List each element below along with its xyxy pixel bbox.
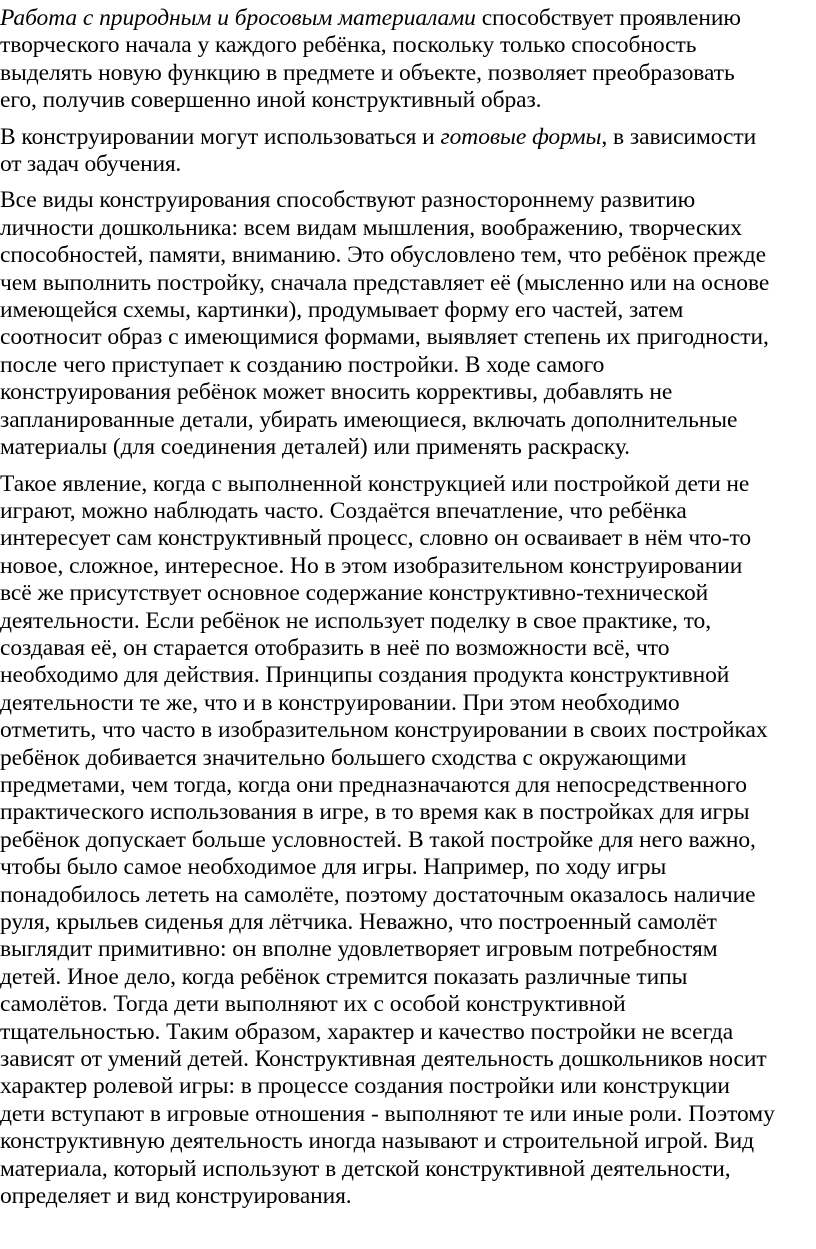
text-run: после чего приступает к созданию постройки. В ходе самого: [0, 351, 605, 378]
text-line: [0, 242, 816, 269]
text-run: чем выполнить постройку, сначала представляет её (мысленно или на основе: [0, 269, 770, 296]
text-line: [0, 580, 816, 607]
text-run: детей. Иное дело, когда ребёнок стремится показать различные типы: [0, 963, 688, 990]
text-line: [0, 799, 816, 826]
text-line: [0, 717, 816, 744]
paragraph: [0, 471, 816, 1211]
text-line: [0, 854, 816, 881]
text-run: тщательностью. Таким образом, характер и качество постройки не всегда: [0, 1018, 734, 1045]
text-line: [0, 87, 816, 114]
text-run: способствует проявлению: [475, 5, 741, 31]
text-line: [0, 352, 816, 379]
text-line: [0, 151, 816, 178]
text-line: [0, 635, 816, 662]
text-run: выглядит примитивно: он вполне удовлетворяет игровым потребностям: [0, 936, 718, 963]
text-line: [0, 553, 816, 580]
text-run: играют, можно наблюдать часто. Создаётся впечатление, что ребёнка: [0, 497, 687, 524]
text-line: [0, 745, 816, 772]
text-line: [0, 1128, 816, 1155]
text-line: [0, 5, 816, 32]
italic-text-run: Работа с природным и бросовым материалами: [0, 5, 476, 31]
text-run: творческого начала у каждого ребёнка, поскольку только способность: [0, 32, 697, 59]
text-run: предметами, чем тогда, когда они предназначаются для непосредственного: [0, 771, 747, 798]
text-line: [0, 525, 816, 552]
text-line: [0, 270, 816, 297]
text-run: материала, который используют в детской конструктивной деятельности,: [0, 1155, 731, 1182]
text-run: способностей, памяти, вниманию. Это обусловлено тем, что ребёнок прежде: [0, 242, 766, 269]
paragraph: [0, 187, 816, 461]
text-run: всё же присутствует основное содержание конструктивно-технической: [0, 580, 709, 607]
text-line: [0, 407, 816, 434]
text-line: [0, 964, 816, 991]
text-run: выделять новую функцию в предмете и объекте, позволяет преобразовать: [0, 59, 735, 86]
text-line: [0, 909, 816, 936]
text-run: от задач обучения.: [0, 151, 182, 178]
text-line: [0, 324, 816, 351]
text-run: деятельности. Если ребёнок не использует поделку в свое практике, то,: [0, 607, 712, 634]
text-line: [0, 124, 816, 151]
text-run: создавая её, он старается отобразить в неё по возможности всё, что: [0, 634, 670, 661]
text-run: интересует сам конструктивный процесс, словно он осваивает в нём что-то: [0, 525, 752, 552]
text-run: конструктивную деятельность иногда называют и строительной игрой. Вид: [0, 1128, 755, 1155]
text-line: [0, 690, 816, 717]
text-run: запланированные детали, убирать имеющиеся, включать дополнительные: [0, 406, 738, 433]
text-line: [0, 297, 816, 324]
text-line: [0, 471, 816, 498]
text-line: [0, 187, 816, 214]
text-line: [0, 1019, 816, 1046]
text-run: руля, крыльев сиденья для лётчика. Неважно, что построенный самолёт: [0, 909, 717, 935]
text-line: [0, 772, 816, 799]
text-line: [0, 1156, 816, 1183]
text-run: зависят от умений детей. Конструктивная деятельность дошкольников носит: [0, 1046, 767, 1073]
text-line: [0, 1183, 816, 1210]
text-run: имеющейся схемы, картинки), продумывает форму его частей, затем: [0, 297, 684, 324]
text-run: ребёнок добивается значительно большего сходства с окружающими: [0, 744, 687, 771]
text-run: ребёнок допускает больше условностей. В такой постройке для него важно,: [0, 826, 756, 853]
text-run: Такое явление, когда с выполненной конструкцией или постройкой дети не: [0, 470, 750, 497]
text-line: [0, 882, 816, 909]
text-run: личности дошкольника: всем видам мышления, воображению, творческих: [0, 214, 742, 241]
text-line: [0, 1101, 816, 1128]
text-line: [0, 434, 816, 461]
text-line: [0, 60, 816, 87]
text-run: его, получив совершенно иной конструктивный образ.: [0, 87, 542, 114]
text-line: [0, 662, 816, 689]
text-line: [0, 1046, 816, 1073]
text-run: чтобы было самое необходимое для игры. Например, по ходу игры: [0, 854, 667, 881]
italic-text-run: готовые формы: [440, 123, 602, 150]
text-run: , в зависимости: [601, 123, 757, 150]
text-run: отметить, что часто в изобразительном конструировании в своих постройках: [0, 717, 768, 744]
text-line: [0, 215, 816, 242]
text-run: деятельности те же, что и в конструировании. При этом необходимо: [0, 689, 680, 716]
text-line: [0, 991, 816, 1018]
text-run: В конструировании могут использоваться и: [0, 123, 441, 150]
text-line: [0, 827, 816, 854]
text-run: практического использования в игре, в то время как в постройках для игры: [0, 799, 750, 826]
text-run: самолётов. Тогда дети выполняют их с особой конструктивной: [0, 991, 626, 1018]
text-run: необходимо для действия. Принципы создания продукта конструктивной: [0, 662, 730, 689]
text-run: материалы (для соединения деталей) или применять раскраску.: [0, 434, 630, 461]
text-line: [0, 379, 816, 406]
text-run: дети вступают в игровые отношения - выполняют те или иные роли. Поэтому: [0, 1100, 775, 1127]
text-run: новое, сложное, интересное. Но в этом изобразительном конструировании: [0, 552, 743, 579]
text-run: характер ролевой игры: в процессе создания постройки или конструкции: [0, 1073, 730, 1100]
paragraph: [0, 5, 816, 115]
text-run: конструирования ребёнок может вносить коррективы, добавлять не: [0, 379, 673, 406]
text-run: определяет и вид конструирования.: [0, 1183, 352, 1210]
text-line: [0, 1073, 816, 1100]
text-run: понадобилось лететь на самолёте, поэтому достаточным оказалось наличие: [0, 881, 756, 908]
text-run: Все виды конструирования способствуют разностороннему развитию: [0, 187, 696, 214]
paragraph: [0, 124, 816, 179]
text-line: [0, 608, 816, 635]
text-line: [0, 936, 816, 963]
text-run: соотносит образ с имеющимися формами, выявляет степень их пригодности,: [0, 324, 769, 351]
text-line: [0, 498, 816, 525]
text-line: [0, 32, 816, 59]
